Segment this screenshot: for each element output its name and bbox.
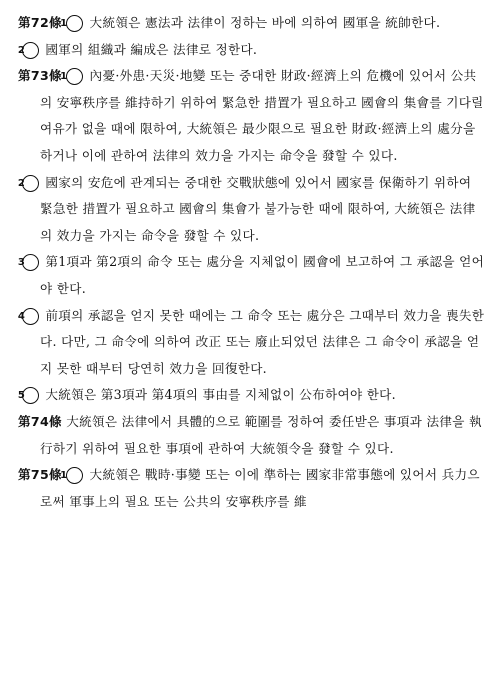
article-number: 第73條: [18, 68, 62, 84]
article-number: 第75條: [18, 467, 62, 483]
clause-number-circle: 2: [22, 175, 39, 192]
clause-text: 國軍의 組織과 編成은 法律로 정한다.: [45, 41, 258, 57]
clause-number-circle: 3: [22, 254, 39, 271]
clause-text: 國家의 安危에 관계되는 중대한 交戰狀態에 있어서 國家를 保衛하기 위하여 緊急한 措置가 필요하고 國會의 集會가 불가능한 때에 限하여, 大統領은 法律의 效力을 가지는 命令을 發할 수 있다.: [40, 174, 476, 243]
clause-text: 大統領은 戰時·事變 또는 이에 準하는 國家非常事態에 있어서 兵力으로써 軍事上의 필요 또는 公共의 安寧秩序를 維: [40, 467, 480, 509]
article-73-clause-2: [18, 170, 486, 250]
clause-number-circle: 1: [66, 68, 83, 85]
article-72-clause-1: [18, 10, 486, 37]
clause-number-circle: 4: [22, 308, 39, 325]
article-75-clause-1: [18, 462, 486, 515]
article-73-clause-3: [18, 249, 486, 302]
clause-number-circle: 5: [22, 387, 39, 404]
clause-number-circle: 2: [22, 42, 39, 59]
clause-text: 大統領은 憲法과 法律이 정하는 바에 의하여 國軍을 統帥한다.: [89, 15, 441, 30]
clause-number-circle: 1: [66, 15, 83, 32]
clause-text: 大統領은 第3項과 第4項의 事由를 지체없이 公布하여야 한다.: [45, 387, 396, 403]
clause-text: 內憂·外患·天災·地變 또는 중대한 財政·經濟上의 危機에 있어서 公共의 安寧秩序를 維持하기 위하여 緊急한 措置가 필요하고 國會의 集會를 기다릴 여유가 없을 때에 限하여, 大統領은 最少限으로 필요한 財政·經濟上의 處分을 하거나 이에 관하여 法律의 效力을 가지는 命令을 發할 수 있다.: [40, 68, 484, 163]
clause-text: 大統領은 法律에서 具體的으로 範圍를 정하여 委任받은 事項과 法律을 執行하기 위하여 필요한 事項에 관하여 大統領令을 發할 수 있다.: [40, 413, 482, 456]
clause-number-circle: 1: [66, 467, 83, 484]
article-number: 第72條: [18, 15, 62, 30]
article-73-clause-4: [18, 303, 486, 383]
article-72-clause-2: [18, 37, 486, 64]
clause-text: 前項의 承認을 얻지 못한 때에는 그 命令 또는 處分은 그때부터 效力을 喪失한다. 다만, 그 命令에 의하여 改正 또는 廢止되었던 法律은 그 命令이 承認을 얻지 못한 때부터 당연히 效力을 回復한다.: [40, 307, 485, 376]
article-73-clause-1: [18, 63, 486, 169]
article-74: [18, 409, 486, 462]
clause-text: 第1項과 第2項의 命令 또는 處分을 지체없이 國會에 보고하여 그 承認을 얻어야 한다.: [40, 254, 485, 296]
article-73-clause-5: [18, 382, 486, 409]
article-number: 第74條: [18, 413, 62, 429]
